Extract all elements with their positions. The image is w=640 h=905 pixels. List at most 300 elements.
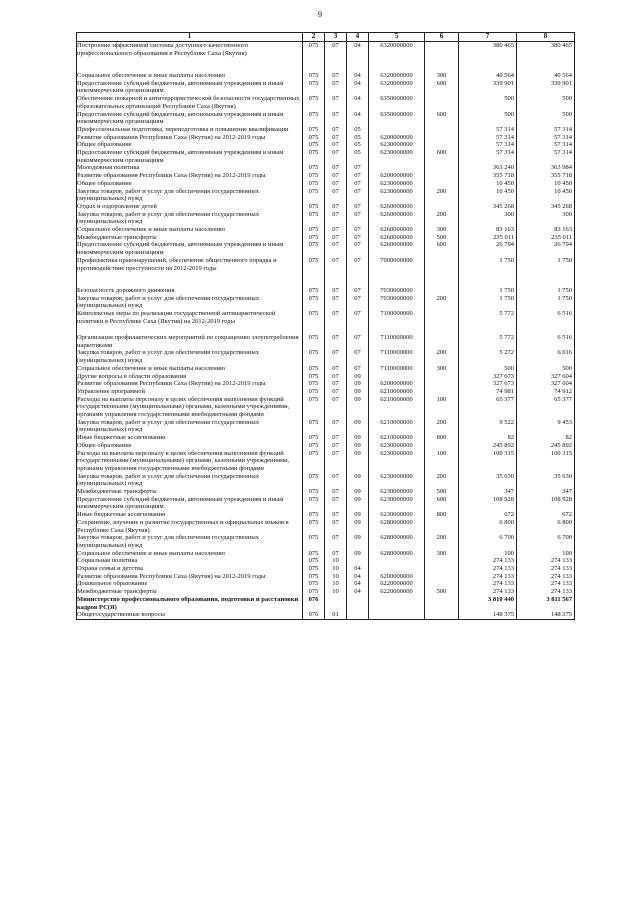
cell-expense-type: 800 — [425, 434, 459, 442]
cell-target-article: 6210000000 — [369, 396, 425, 419]
cell-amount-year-2: 35 630 — [517, 473, 575, 488]
cell-amount-year-1: 355 718 — [459, 172, 517, 180]
header-col-2: 2 — [303, 33, 325, 42]
cell-amount-year-2: 6 516 — [517, 334, 575, 349]
cell-section: 07 — [325, 334, 347, 349]
cell-ministry-code: 075 — [303, 72, 325, 80]
cell-amount-year-1: 274 133 — [459, 580, 517, 588]
cell-section: 07 — [325, 149, 347, 164]
cell-subsection: 09 — [347, 488, 369, 496]
cell-amount-year-2: 1 750 — [517, 287, 575, 295]
cell-ministry-code: 075 — [303, 365, 325, 373]
cell-amount-year-1: 274 133 — [459, 588, 517, 596]
cell-name: Развитие образования Республики Саха (Якутия) на 2012-2019 годы — [77, 134, 303, 142]
cell-target-article — [369, 373, 425, 381]
cell-expense-type: 100 — [425, 450, 459, 473]
table-row — [77, 257, 575, 287]
cell-target-article: 6210000000 — [369, 434, 425, 442]
cell-expense-type: 500 — [425, 488, 459, 496]
cell-section: 07 — [325, 241, 347, 256]
cell-subsection: 04 — [347, 42, 369, 73]
cell-amount-year-1: 57 314 — [459, 149, 517, 164]
cell-target-article: 6230000000 — [369, 496, 425, 511]
cell-amount-year-2: 500 — [517, 365, 575, 373]
cell-name: Закупка товаров, работ и услуг для обеспечения государственных (муниципальных) нужд — [77, 473, 303, 488]
cell-expense-type: 600 — [425, 496, 459, 511]
cell-section: 10 — [325, 588, 347, 596]
cell-section: 10 — [325, 565, 347, 573]
cell-name: Развитие образования Республики Саха (Якутия) на 2012-2019 годы — [77, 380, 303, 388]
cell-amount-year-2: 1 750 — [517, 257, 575, 287]
table-row — [77, 188, 575, 203]
cell-subsection: 07 — [347, 295, 369, 310]
cell-ministry-code: 075 — [303, 164, 325, 172]
cell-expense-type — [425, 388, 459, 396]
cell-section: 07 — [325, 134, 347, 142]
cell-name: Дошкольное образование — [77, 580, 303, 588]
cell-name: Отдых и оздоровление детей — [77, 203, 303, 211]
cell-amount-year-1: 245 892 — [459, 442, 517, 450]
cell-amount-year-2: 148 375 — [517, 611, 575, 619]
cell-target-article: 6260000000 — [369, 241, 425, 256]
page-number: 9 — [318, 10, 322, 19]
cell-expense-type: 200 — [425, 473, 459, 488]
cell-amount-year-2: 274 133 — [517, 573, 575, 581]
cell-subsection: 07 — [347, 226, 369, 234]
cell-amount-year-1: 57 314 — [459, 126, 517, 134]
cell-expense-type: 200 — [425, 534, 459, 549]
cell-name: Сохранение, изучение и развитие государственных и официальных языков в Республике Саха (Якутия) — [77, 519, 303, 534]
cell-expense-type — [425, 557, 459, 565]
cell-subsection — [347, 596, 369, 611]
cell-ministry-code: 075 — [303, 172, 325, 180]
cell-target-article: 6350000000 — [369, 111, 425, 126]
cell-amount-year-2: 300 — [517, 211, 575, 226]
cell-target-article: 6210000000 — [369, 388, 425, 396]
cell-ministry-code: 075 — [303, 234, 325, 242]
cell-amount-year-1: 65 377 — [459, 396, 517, 419]
cell-ministry-code: 075 — [303, 565, 325, 573]
table-row — [77, 310, 575, 334]
cell-amount-year-1: 6 800 — [459, 519, 517, 534]
cell-name: Безопасность дорожного движения — [77, 287, 303, 295]
cell-ministry-code: 075 — [303, 287, 325, 295]
cell-section: 07 — [325, 111, 347, 126]
cell-ministry-code: 075 — [303, 488, 325, 496]
cell-amount-year-2: 339 901 — [517, 80, 575, 95]
table-body — [77, 42, 575, 620]
cell-section: 07 — [325, 365, 347, 373]
cell-section: 07 — [325, 188, 347, 203]
cell-amount-year-2: 3 811 567 — [517, 596, 575, 611]
table-row — [77, 134, 575, 142]
cell-name: Организация профилактических мероприятий по сокращению злоупотребления наркотиками — [77, 334, 303, 349]
cell-expense-type — [425, 287, 459, 295]
cell-expense-type — [425, 334, 459, 349]
table-row — [77, 373, 575, 381]
table-row — [77, 95, 575, 110]
cell-target-article: 6230000000 — [369, 450, 425, 473]
table-row — [77, 295, 575, 310]
cell-target-article — [369, 611, 425, 619]
cell-section — [325, 596, 347, 611]
cell-amount-year-1: 57 314 — [459, 141, 517, 149]
cell-section: 07 — [325, 534, 347, 549]
cell-expense-type — [425, 42, 459, 73]
cell-subsection: 04 — [347, 72, 369, 80]
cell-expense-type — [425, 95, 459, 110]
cell-expense-type: 600 — [425, 80, 459, 95]
cell-amount-year-2: 6 516 — [517, 310, 575, 334]
cell-expense-type — [425, 180, 459, 188]
cell-amount-year-1: 300 — [459, 211, 517, 226]
cell-amount-year-2: 274 133 — [517, 580, 575, 588]
cell-subsection: 09 — [347, 419, 369, 434]
cell-amount-year-1: 1 750 — [459, 257, 517, 287]
cell-ministry-code: 075 — [303, 334, 325, 349]
table-row — [77, 588, 575, 596]
cell-amount-year-2: 82 — [517, 434, 575, 442]
cell-amount-year-1: 40 564 — [459, 72, 517, 80]
cell-amount-year-2: 1 750 — [517, 295, 575, 310]
cell-subsection: 09 — [347, 519, 369, 534]
cell-amount-year-1: 108 928 — [459, 496, 517, 511]
cell-ministry-code: 075 — [303, 588, 325, 596]
cell-section: 07 — [325, 211, 347, 226]
cell-target-article: 6280000000 — [369, 534, 425, 549]
cell-subsection: 09 — [347, 373, 369, 381]
cell-subsection: 07 — [347, 334, 369, 349]
cell-name: Иные бюджетные ассигнования — [77, 511, 303, 519]
cell-section: 07 — [325, 257, 347, 287]
cell-expense-type — [425, 565, 459, 573]
cell-section: 07 — [325, 442, 347, 450]
cell-amount-year-2: 500 — [517, 95, 575, 110]
cell-expense-type — [425, 141, 459, 149]
table-row — [77, 519, 575, 534]
cell-amount-year-2: 74 912 — [517, 388, 575, 396]
cell-section: 07 — [325, 234, 347, 242]
cell-name: Развитие образования Республики Саха (Якутия) на 2012-2019 годы — [77, 573, 303, 581]
cell-name: Общее образование — [77, 180, 303, 188]
cell-name: Расходы на выплаты персоналу в целях обеспечения выполнения функций государственными (муниципальными) органами, казенными учреждениями, органами управления государственными внебюджетными фондами — [77, 450, 303, 473]
cell-expense-type: 800 — [425, 511, 459, 519]
table-row — [77, 511, 575, 519]
cell-ministry-code: 075 — [303, 396, 325, 419]
cell-section: 01 — [325, 611, 347, 619]
cell-ministry-code: 075 — [303, 141, 325, 149]
cell-amount-year-2: 380 465 — [517, 42, 575, 73]
table-row — [77, 141, 575, 149]
cell-amount-year-1: 10 450 — [459, 180, 517, 188]
cell-subsection: 04 — [347, 95, 369, 110]
table-row — [77, 226, 575, 234]
header-col-4: 4 — [347, 33, 369, 42]
cell-name: Социальная политика — [77, 557, 303, 565]
cell-amount-year-1: 3 810 440 — [459, 596, 517, 611]
cell-target-article — [369, 565, 425, 573]
cell-ministry-code: 075 — [303, 111, 325, 126]
table-row — [77, 72, 575, 80]
cell-amount-year-2: 327 604 — [517, 380, 575, 388]
cell-target-article: 6230000000 — [369, 180, 425, 188]
cell-amount-year-2: 327 604 — [517, 373, 575, 381]
cell-ministry-code: 075 — [303, 511, 325, 519]
cell-amount-year-2: 57 314 — [517, 141, 575, 149]
cell-section: 07 — [325, 511, 347, 519]
cell-amount-year-1: 1 750 — [459, 295, 517, 310]
table-row — [77, 334, 575, 349]
cell-section: 07 — [325, 42, 347, 73]
cell-expense-type: 500 — [425, 234, 459, 242]
cell-amount-year-2: 245 892 — [517, 442, 575, 450]
cell-ministry-code: 075 — [303, 496, 325, 511]
cell-section: 07 — [325, 295, 347, 310]
cell-subsection: 09 — [347, 442, 369, 450]
cell-amount-year-2: 108 928 — [517, 496, 575, 511]
table-row — [77, 473, 575, 488]
cell-amount-year-1: 5 272 — [459, 349, 517, 364]
cell-subsection: 07 — [347, 310, 369, 334]
cell-expense-type: 600 — [425, 149, 459, 164]
cell-subsection: 05 — [347, 141, 369, 149]
cell-amount-year-2: 10 450 — [517, 180, 575, 188]
cell-ministry-code: 075 — [303, 295, 325, 310]
cell-target-article: 6260000000 — [369, 203, 425, 211]
cell-amount-year-1: 5 772 — [459, 310, 517, 334]
cell-amount-year-1: 26 794 — [459, 241, 517, 256]
table-row — [77, 349, 575, 364]
cell-amount-year-2: 57 314 — [517, 149, 575, 164]
cell-subsection: 09 — [347, 450, 369, 473]
cell-section: 07 — [325, 388, 347, 396]
cell-expense-type — [425, 203, 459, 211]
cell-amount-year-1: 10 450 — [459, 188, 517, 203]
cell-ministry-code: 075 — [303, 388, 325, 396]
cell-subsection: 09 — [347, 396, 369, 419]
cell-ministry-code: 075 — [303, 95, 325, 110]
cell-section: 07 — [325, 164, 347, 172]
cell-expense-type — [425, 310, 459, 334]
table-row — [77, 596, 575, 611]
cell-ministry-code: 075 — [303, 226, 325, 234]
cell-amount-year-1: 339 901 — [459, 80, 517, 95]
cell-target-article: 6220000000 — [369, 580, 425, 588]
cell-ministry-code: 075 — [303, 573, 325, 581]
cell-subsection: 07 — [347, 349, 369, 364]
cell-name: Охрана семьи и детства — [77, 565, 303, 573]
cell-ministry-code: 075 — [303, 80, 325, 95]
cell-target-article: 6200000000 — [369, 134, 425, 142]
cell-name: Управление программой — [77, 388, 303, 396]
table-row — [77, 203, 575, 211]
cell-amount-year-1: 345 268 — [459, 203, 517, 211]
cell-expense-type — [425, 580, 459, 588]
cell-amount-year-2: 347 — [517, 488, 575, 496]
cell-target-article: 6320000000 — [369, 72, 425, 80]
cell-amount-year-1: 363 240 — [459, 164, 517, 172]
table-row — [77, 172, 575, 180]
cell-target-article: 6260000000 — [369, 234, 425, 242]
cell-subsection — [347, 611, 369, 619]
cell-target-article: 7110000000 — [369, 334, 425, 349]
cell-amount-year-2: 6 016 — [517, 349, 575, 364]
cell-subsection: 09 — [347, 534, 369, 549]
table-row — [77, 164, 575, 172]
cell-target-article: 6230000000 — [369, 511, 425, 519]
cell-amount-year-1: 57 314 — [459, 134, 517, 142]
cell-subsection: 07 — [347, 287, 369, 295]
header-col-7: 7 — [459, 33, 517, 42]
cell-amount-year-1: 274 133 — [459, 557, 517, 565]
cell-amount-year-2: 235 011 — [517, 234, 575, 242]
cell-section: 10 — [325, 557, 347, 565]
table-row — [77, 365, 575, 373]
cell-target-article: 6210000000 — [369, 419, 425, 434]
cell-section: 07 — [325, 380, 347, 388]
cell-expense-type: 300 — [425, 365, 459, 373]
cell-expense-type — [425, 442, 459, 450]
cell-name: Межбюджетные трансферты — [77, 234, 303, 242]
table-row — [77, 380, 575, 388]
cell-section: 07 — [325, 550, 347, 558]
cell-amount-year-1: 380 465 — [459, 42, 517, 73]
cell-name: Общегосударственные вопросы — [77, 611, 303, 619]
cell-amount-year-1: 74 981 — [459, 388, 517, 396]
cell-amount-year-1: 6 700 — [459, 534, 517, 549]
cell-amount-year-1: 5 772 — [459, 334, 517, 349]
cell-amount-year-1: 672 — [459, 511, 517, 519]
cell-subsection: 09 — [347, 511, 369, 519]
table-row — [77, 496, 575, 511]
cell-section: 07 — [325, 172, 347, 180]
cell-ministry-code: 075 — [303, 419, 325, 434]
cell-expense-type — [425, 611, 459, 619]
cell-expense-type — [425, 519, 459, 534]
cell-section: 07 — [325, 80, 347, 95]
cell-subsection: 07 — [347, 188, 369, 203]
cell-name: Закупка товаров, работ и услуг для обеспечения государственных (муниципальных) нужд — [77, 188, 303, 203]
cell-amount-year-2: 274 133 — [517, 565, 575, 573]
cell-amount-year-1: 347 — [459, 488, 517, 496]
cell-target-article: 7100000000 — [369, 310, 425, 334]
cell-section: 07 — [325, 310, 347, 334]
cell-subsection — [347, 557, 369, 565]
cell-expense-type: 200 — [425, 188, 459, 203]
cell-expense-type: 300 — [425, 226, 459, 234]
cell-subsection: 07 — [347, 180, 369, 188]
cell-name: Министерство профессионального образования, подготовки и расстановки кадров РС(Я) — [77, 596, 303, 611]
cell-expense-type — [425, 380, 459, 388]
cell-name: Межбюджетные трансферты — [77, 588, 303, 596]
cell-name: Предоставление субсидий бюджетным, автономным учреждениям и иным некоммерческим организациям — [77, 111, 303, 126]
cell-amount-year-2: 672 — [517, 511, 575, 519]
cell-target-article: 7110000000 — [369, 349, 425, 364]
cell-amount-year-1: 274 133 — [459, 565, 517, 573]
cell-target-article: 6230000000 — [369, 149, 425, 164]
cell-subsection: 09 — [347, 473, 369, 488]
cell-expense-type: 300 — [425, 72, 459, 80]
budget-table — [76, 32, 575, 620]
cell-name: Профессиональная подготовка, переподготовка и повышение квалификации — [77, 126, 303, 134]
cell-expense-type — [425, 573, 459, 581]
cell-subsection: 05 — [347, 126, 369, 134]
cell-amount-year-2: 6 800 — [517, 519, 575, 534]
cell-subsection: 07 — [347, 164, 369, 172]
cell-name: Социальное обеспечение и иные выплаты населению — [77, 72, 303, 80]
cell-ministry-code: 075 — [303, 203, 325, 211]
cell-expense-type — [425, 373, 459, 381]
cell-subsection: 04 — [347, 588, 369, 596]
cell-name: Закупка товаров, работ и услуг для обеспечения государственных (муниципальных) нужд — [77, 419, 303, 434]
cell-name: Предоставление субсидий бюджетным, автономным учреждениям и иным некоммерческим организациям — [77, 241, 303, 256]
cell-ministry-code: 075 — [303, 211, 325, 226]
cell-target-article: 7030000000 — [369, 295, 425, 310]
cell-target-article: 6230000000 — [369, 141, 425, 149]
cell-subsection: 07 — [347, 257, 369, 287]
cell-expense-type: 200 — [425, 419, 459, 434]
cell-target-article: 6230000000 — [369, 488, 425, 496]
cell-ministry-code: 075 — [303, 241, 325, 256]
cell-ministry-code: 075 — [303, 126, 325, 134]
cell-ministry-code: 075 — [303, 557, 325, 565]
cell-target-article: 6320000000 — [369, 42, 425, 73]
cell-amount-year-1: 500 — [459, 95, 517, 110]
cell-name: Социальное обеспечение и иные выплаты населению — [77, 365, 303, 373]
cell-subsection: 09 — [347, 496, 369, 511]
cell-name: Иные бюджетные ассигнования — [77, 434, 303, 442]
cell-name: Другие вопросы в области образования — [77, 373, 303, 381]
cell-expense-type — [425, 596, 459, 611]
cell-target-article: 6230000000 — [369, 473, 425, 488]
table-row — [77, 573, 575, 581]
table-header-row — [77, 33, 575, 42]
cell-amount-year-1: 274 133 — [459, 573, 517, 581]
table-row — [77, 80, 575, 95]
table-row — [77, 565, 575, 573]
cell-ministry-code: 075 — [303, 580, 325, 588]
cell-section: 07 — [325, 419, 347, 434]
cell-target-article: 6200000000 — [369, 380, 425, 388]
cell-expense-type — [425, 164, 459, 172]
header-col-6: 6 — [425, 33, 459, 42]
cell-expense-type: 300 — [425, 550, 459, 558]
cell-subsection: 07 — [347, 234, 369, 242]
table-row — [77, 388, 575, 396]
cell-name: Межбюджетные трансферты — [77, 488, 303, 496]
cell-subsection: 05 — [347, 134, 369, 142]
cell-section: 07 — [325, 450, 347, 473]
cell-expense-type: 500 — [425, 588, 459, 596]
cell-target-article: 7110000000 — [369, 365, 425, 373]
table-row — [77, 234, 575, 242]
cell-amount-year-2: 274 133 — [517, 588, 575, 596]
cell-amount-year-1: 500 — [459, 365, 517, 373]
cell-ministry-code: 075 — [303, 373, 325, 381]
cell-section: 07 — [325, 126, 347, 134]
cell-ministry-code: 075 — [303, 180, 325, 188]
cell-amount-year-2: 57 314 — [517, 134, 575, 142]
cell-subsection: 07 — [347, 172, 369, 180]
cell-amount-year-1: 9 522 — [459, 419, 517, 434]
cell-section: 07 — [325, 180, 347, 188]
header-col-3: 3 — [325, 33, 347, 42]
cell-amount-year-1: 500 — [459, 111, 517, 126]
cell-expense-type — [425, 172, 459, 180]
cell-ministry-code: 075 — [303, 149, 325, 164]
cell-target-article: 6320000000 — [369, 80, 425, 95]
table-row — [77, 396, 575, 419]
